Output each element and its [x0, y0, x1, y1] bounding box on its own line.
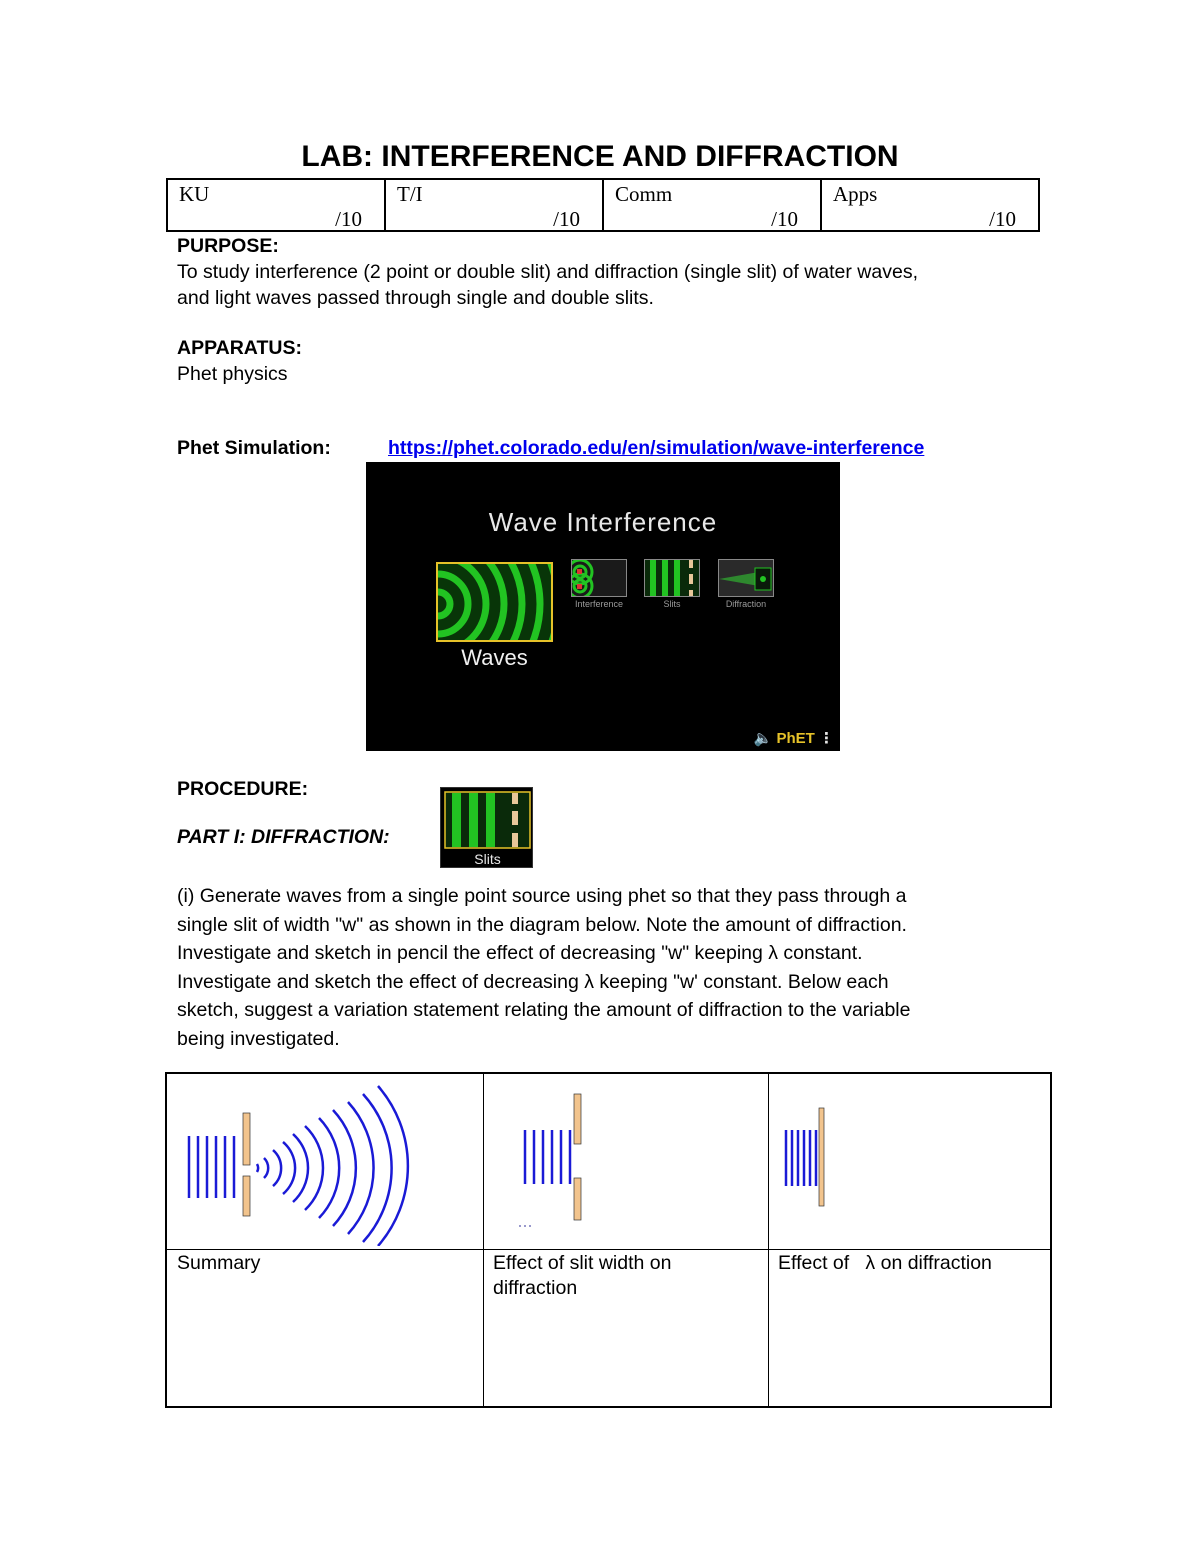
apparatus-text: Phet physics	[177, 363, 288, 385]
diffraction-screen-button[interactable]	[718, 559, 774, 597]
mark-score: /10	[771, 207, 798, 231]
page-title: LAB: INTERFERENCE AND DIFFRACTION	[301, 140, 899, 173]
cell-slit-width	[493, 1251, 671, 1301]
marks-cell-ku	[168, 180, 386, 230]
slits-waves-icon	[442, 789, 533, 851]
mark-name: KU	[179, 182, 210, 206]
menu-icon[interactable]: ⋮	[819, 730, 834, 747]
mark-name: Comm	[615, 182, 673, 206]
purpose-line-2: and light waves passed through single and double slits.	[177, 287, 654, 309]
diagram-wavelength	[781, 1106, 831, 1216]
procedure-text	[177, 882, 910, 1053]
cell-wavelength: Effect of λ on diffraction	[778, 1252, 992, 1274]
mark-score: /10	[335, 207, 362, 231]
phet-sim-screenshot[interactable]	[366, 462, 840, 751]
procedure-line: Investigate and sketch in pencil the effect of decreasing "w" keeping λ constant.	[177, 942, 863, 964]
slits-label: Slits	[663, 599, 681, 609]
slits-thumbnail-icon	[645, 560, 700, 597]
sim-title: Wave Interference	[488, 507, 718, 537]
procedure-heading: PROCEDURE:	[177, 778, 309, 800]
procedure-line: (i) Generate waves from a single point source using phet so that they pass through a	[177, 885, 907, 907]
simulation-link[interactable]: https://phet.colorado.edu/en/simulation/wave-interference	[388, 437, 925, 459]
diagram-single-slit	[181, 1080, 431, 1246]
interference-label: Interference	[574, 599, 624, 609]
slits-icon-label: Slits	[474, 851, 501, 867]
cell-slit-width-line: Effect of slit width on	[493, 1252, 672, 1274]
interference-thumbnail-icon	[572, 560, 627, 597]
apparatus-heading: APPARATUS:	[177, 337, 302, 359]
table-divider	[768, 1074, 769, 1406]
purpose-heading: PURPOSE:	[177, 235, 279, 257]
interference-screen-button[interactable]	[571, 559, 627, 597]
procedure-line: Investigate and sketch the effect of decreasing λ keeping "w' constant. Below each	[177, 970, 889, 993]
procedure-line: sketch, suggest a variation statement relating the amount of diffraction to the variable	[177, 999, 911, 1021]
part1-heading: PART I: DIFFRACTION:	[177, 826, 390, 848]
waves-thumbnail-icon	[438, 564, 553, 642]
slits-screen-button[interactable]	[644, 559, 700, 597]
marks-cell-ti	[386, 180, 604, 230]
table-divider	[483, 1074, 484, 1406]
waves-screen-label: Waves	[461, 645, 528, 670]
cell-summary: Summary	[177, 1252, 261, 1274]
mark-score: /10	[989, 207, 1016, 231]
mark-name: T/I	[397, 182, 423, 206]
procedure-line: being investigated.	[177, 1027, 340, 1050]
phet-footer	[754, 729, 834, 747]
marks-cell-apps	[822, 180, 1038, 230]
mark-score: /10	[553, 207, 580, 231]
waves-screen-button[interactable]	[436, 562, 553, 642]
phet-logo[interactable]: PhET	[776, 730, 815, 747]
diffraction-label: Diffraction	[725, 599, 767, 609]
marks-table	[166, 178, 1040, 232]
diagram-slit-width	[517, 1092, 597, 1232]
procedure-line: single slit of width "w" as shown in the diagram below. Note the amount of diffraction.	[177, 913, 907, 936]
cell-slit-width-line: diffraction	[493, 1277, 578, 1299]
mark-name: Apps	[833, 182, 878, 206]
diffraction-table	[165, 1072, 1052, 1408]
simulation-label: Phet Simulation:	[177, 437, 331, 459]
slits-screen-icon	[440, 787, 533, 868]
table-divider	[167, 1249, 1050, 1250]
diffraction-thumbnail-icon	[719, 560, 774, 597]
marks-cell-comm	[604, 180, 822, 230]
purpose-line-1: To study interference (2 point or double slit) and diffraction (single slit) of water waves,	[177, 261, 918, 283]
sound-icon[interactable]: 🔈	[753, 730, 773, 747]
